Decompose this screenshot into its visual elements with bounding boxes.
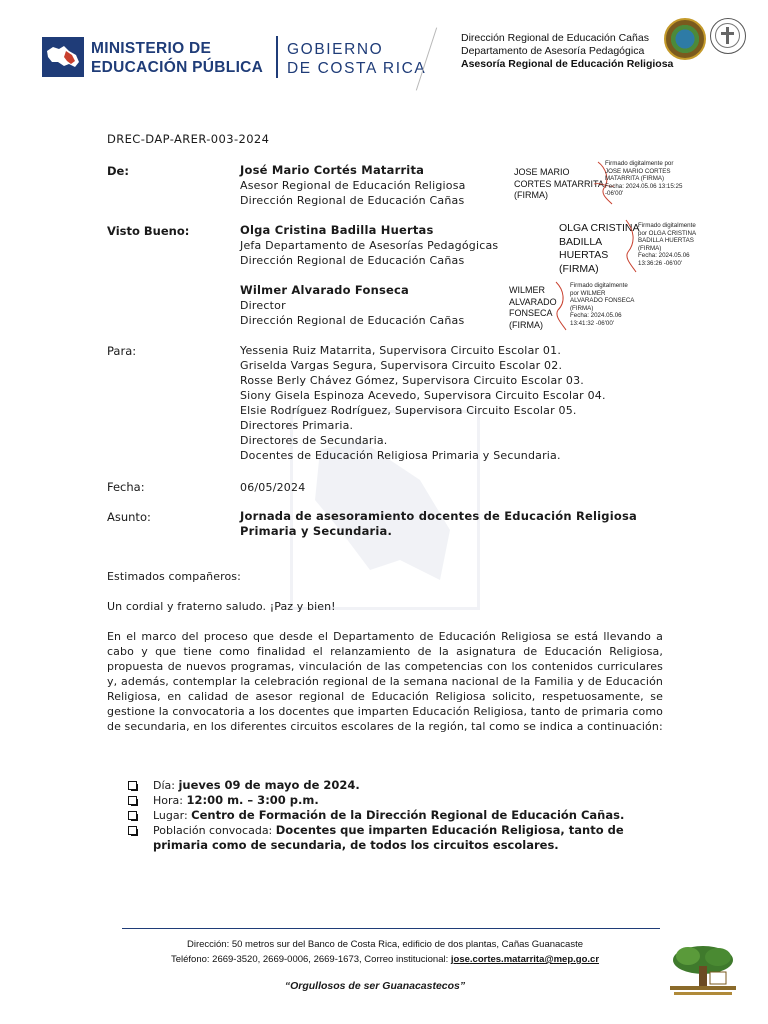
footer-email-link[interactable]: jose.cortes.matarrita@mep.go.cr [450, 954, 600, 965]
salutation: Un cordial y fraterno saludo. ¡Paz y bien! [107, 600, 336, 613]
bullet-value: 12:00 m. – 3:00 p.m. [186, 793, 319, 807]
recipient: Siony Gisela Espinoza Acevedo, Supervisora Circuito Escolar 04. [240, 389, 606, 402]
sig2-name-line: (FIRMA) [559, 262, 599, 275]
visto2-name: Wilmer Alvarado Fonseca [240, 283, 409, 297]
signature-3-stamp [570, 282, 634, 328]
sig2-stamp-line: 13:36:26 -06'00' [638, 259, 682, 267]
sig2-stamp-line: por OLGA CRISTINA [638, 229, 697, 237]
sig1-name-line: CORTES MATARRITA [514, 178, 604, 189]
recipient: Docentes de Educación Religiosa Primaria y Secundaria. [240, 449, 561, 462]
bullet-label: Lugar: [153, 809, 192, 822]
para-recipient-list [240, 343, 606, 463]
visto2-office: Dirección Regional de Educación Cañas [240, 314, 465, 327]
gov-line-1: GOBIERNO [287, 41, 384, 58]
recipient: Yessenia Ruiz Matarrita, Supervisora Circuito Escolar 01. [240, 344, 562, 357]
document-reference: DREC-DAP-ARER-003-2024 [107, 132, 270, 146]
sig2-stamp-line: Firmado digitalmente [638, 222, 696, 229]
ministry-line-1: MINISTERIO DE [91, 40, 212, 57]
asunto-value [240, 509, 637, 539]
fecha-value: 06/05/2024 [240, 481, 306, 494]
signature-2-stamp [638, 222, 696, 268]
de-office: Dirección Regional de Educación Cañas [240, 194, 465, 207]
signature-1-stamp [605, 160, 682, 198]
region-line-1: Dirección Regional de Educación Cañas [461, 32, 649, 44]
bullet-value: jueves 09 de mayo de 2024. [178, 778, 360, 792]
sig2-stamp-line: Fecha: 2024.05.06 [638, 252, 690, 260]
list-item [128, 808, 668, 823]
letterhead [0, 0, 768, 100]
footer-motto: “Orgullosos de ser Guanacastecos” [284, 980, 466, 992]
recipient: Directores de Secundaria. [240, 434, 388, 447]
religious-seal-icon [710, 18, 746, 54]
gov-line-2: DE COSTA RICA [287, 60, 427, 77]
visto1-role: Jefa Departamento de Asesorías Pedagógicas [240, 239, 499, 252]
sig1-name-line: JOSE MARIO [514, 167, 570, 177]
sig3-stamp-line: (FIRMA) [570, 304, 594, 312]
ministry-name [91, 39, 263, 77]
bullet-value: Centro de Formación de la Dirección Regional de Educación Cañas. [191, 808, 625, 822]
sig2-stamp-line: BADILLA HUERTAS [638, 237, 694, 245]
footer-contact [120, 937, 650, 967]
de-block [240, 163, 466, 208]
list-item [128, 793, 668, 808]
recipient: Griselda Vargas Segura, Supervisora Circuito Escolar 02. [240, 359, 563, 372]
region-line-3: Asesoría Regional de Educación Religiosa [461, 58, 674, 70]
sig1-name-line: (FIRMA) [514, 190, 548, 200]
bullet-value: Docentes que imparten Educación Religiosa, tanto de primaria como de secundaria, de todos los circuitos escolares. [153, 823, 624, 852]
sig1-stamp-line: Fecha: 2024.05.06 13:15:25 [605, 182, 683, 190]
region-line-2: Departamento de Asesoría Pedagógica [461, 45, 645, 57]
sig3-stamp-line: Firmado digitalmente [570, 282, 628, 289]
header-divider [276, 36, 278, 78]
footer-divider [122, 928, 660, 929]
list-item [128, 823, 668, 853]
checkbox-bullet-icon [128, 781, 137, 790]
sig3-stamp-line: por WILMER [570, 289, 606, 297]
sig1-stamp-line: Firmado digitalmente por [605, 160, 674, 167]
event-details-list [128, 778, 668, 853]
bullet-label: Población convocada: [153, 824, 276, 837]
visto1-name: Olga Cristina Badilla Huertas [240, 223, 434, 237]
government-name [287, 40, 426, 78]
de-role: Asesor Regional de Educación Religiosa [240, 179, 466, 192]
greeting: Estimados compañeros: [107, 570, 241, 583]
signature-3-mark-icon [548, 280, 570, 332]
visto2-role: Director [240, 299, 286, 312]
footer-phone-line [120, 952, 650, 967]
sig3-name-line: ALVARADO [509, 296, 557, 307]
checkbox-bullet-icon [128, 826, 137, 835]
sig3-stamp-line: ALVARADO FONSECA [570, 297, 635, 305]
sig2-stamp-line: (FIRMA) [638, 244, 662, 252]
footer-address: Dirección: 50 metros sur del Banco de Costa Rica, edificio de dos plantas, Cañas Guanacaste [186, 939, 584, 950]
bullet-label: Hora: [153, 794, 187, 807]
visto-bueno-label: Visto Bueno: [107, 224, 190, 238]
sig1-stamp-line: -06'00' [605, 190, 624, 198]
signature-2-mark-icon [616, 218, 640, 276]
ministry-line-2: EDUCACIÓN PÚBLICA [91, 59, 264, 76]
recipient: Elsie Rodríguez Rodríguez, Supervisora Circuito Escolar 05. [240, 404, 577, 417]
asunto-line-2: Primaria y Secundaria. [240, 524, 393, 538]
para-label: Para: [107, 344, 137, 358]
sig2-name-line: BADILLA [559, 235, 603, 248]
sig3-name-line: FONSECA [509, 308, 553, 318]
recipient: Rosse Berly Chávez Gómez, Supervisora Circuito Escolar 03. [240, 374, 584, 387]
visto-bueno-2-block [240, 283, 464, 328]
visto-bueno-1-block [240, 223, 498, 268]
visto1-office: Dirección Regional de Educación Cañas [240, 254, 465, 267]
mep-logo-icon [42, 37, 84, 77]
fecha-label: Fecha: [107, 480, 145, 494]
sig3-stamp-line: 13:41:32 -06'00' [570, 319, 614, 327]
sig2-name-line: OLGA CRISTINA [559, 222, 640, 234]
regional-seal-icon [664, 18, 706, 60]
asunto-line-1: Jornada de asesoramiento docentes de Educación Religiosa [240, 509, 637, 523]
bullet-label: Día: [153, 779, 179, 792]
sig3-name-line: WILMER [509, 285, 545, 295]
list-item [128, 778, 668, 793]
checkbox-bullet-icon [128, 796, 137, 805]
regional-office [461, 32, 673, 71]
recipient: Directores Primaria. [240, 419, 354, 432]
sig3-stamp-line: Fecha: 2024.05.06 [570, 312, 622, 320]
checkbox-bullet-icon [128, 811, 137, 820]
sig3-name-line: (FIRMA) [509, 319, 543, 330]
asunto-label: Asunto: [107, 510, 151, 524]
sig2-name-line: HUERTAS [559, 249, 609, 261]
body-paragraph: En el marco del proceso que desde el Departamento de Educación Religiosa se está llevando a cabo y que tiene como finalidad el relanzamiento de la asignatura de Educación Religiosa, propuesta de nuevos programas, vinculación de las competencias con los contenidos curriculares y, además, contemplar la celebración regional de la semana nacional de la Familia y de Educación Religiosa, en calidad de asesor regional de Educación Religiosa solicito, respetuosamente, se gestione la convocatoria a los docentes que imparten Educación Religiosa, tanto de primaria como de secundaria, en los diferentes circuitos escolares de la región, tal como se indica a continuación: [107, 630, 663, 733]
de-label: De: [107, 164, 129, 178]
footer-phone: Teléfono: 2669-3520, 2669-0006, 2669-1673, Correo institucional: [170, 954, 451, 965]
sig1-stamp-line: JOSE MARIO CORTES [605, 167, 671, 175]
de-name: José Mario Cortés Matarrita [240, 163, 425, 177]
guanacaste-logo-icon [664, 942, 742, 1000]
sig1-stamp-line: MATARRITA (FIRMA) [605, 175, 665, 183]
